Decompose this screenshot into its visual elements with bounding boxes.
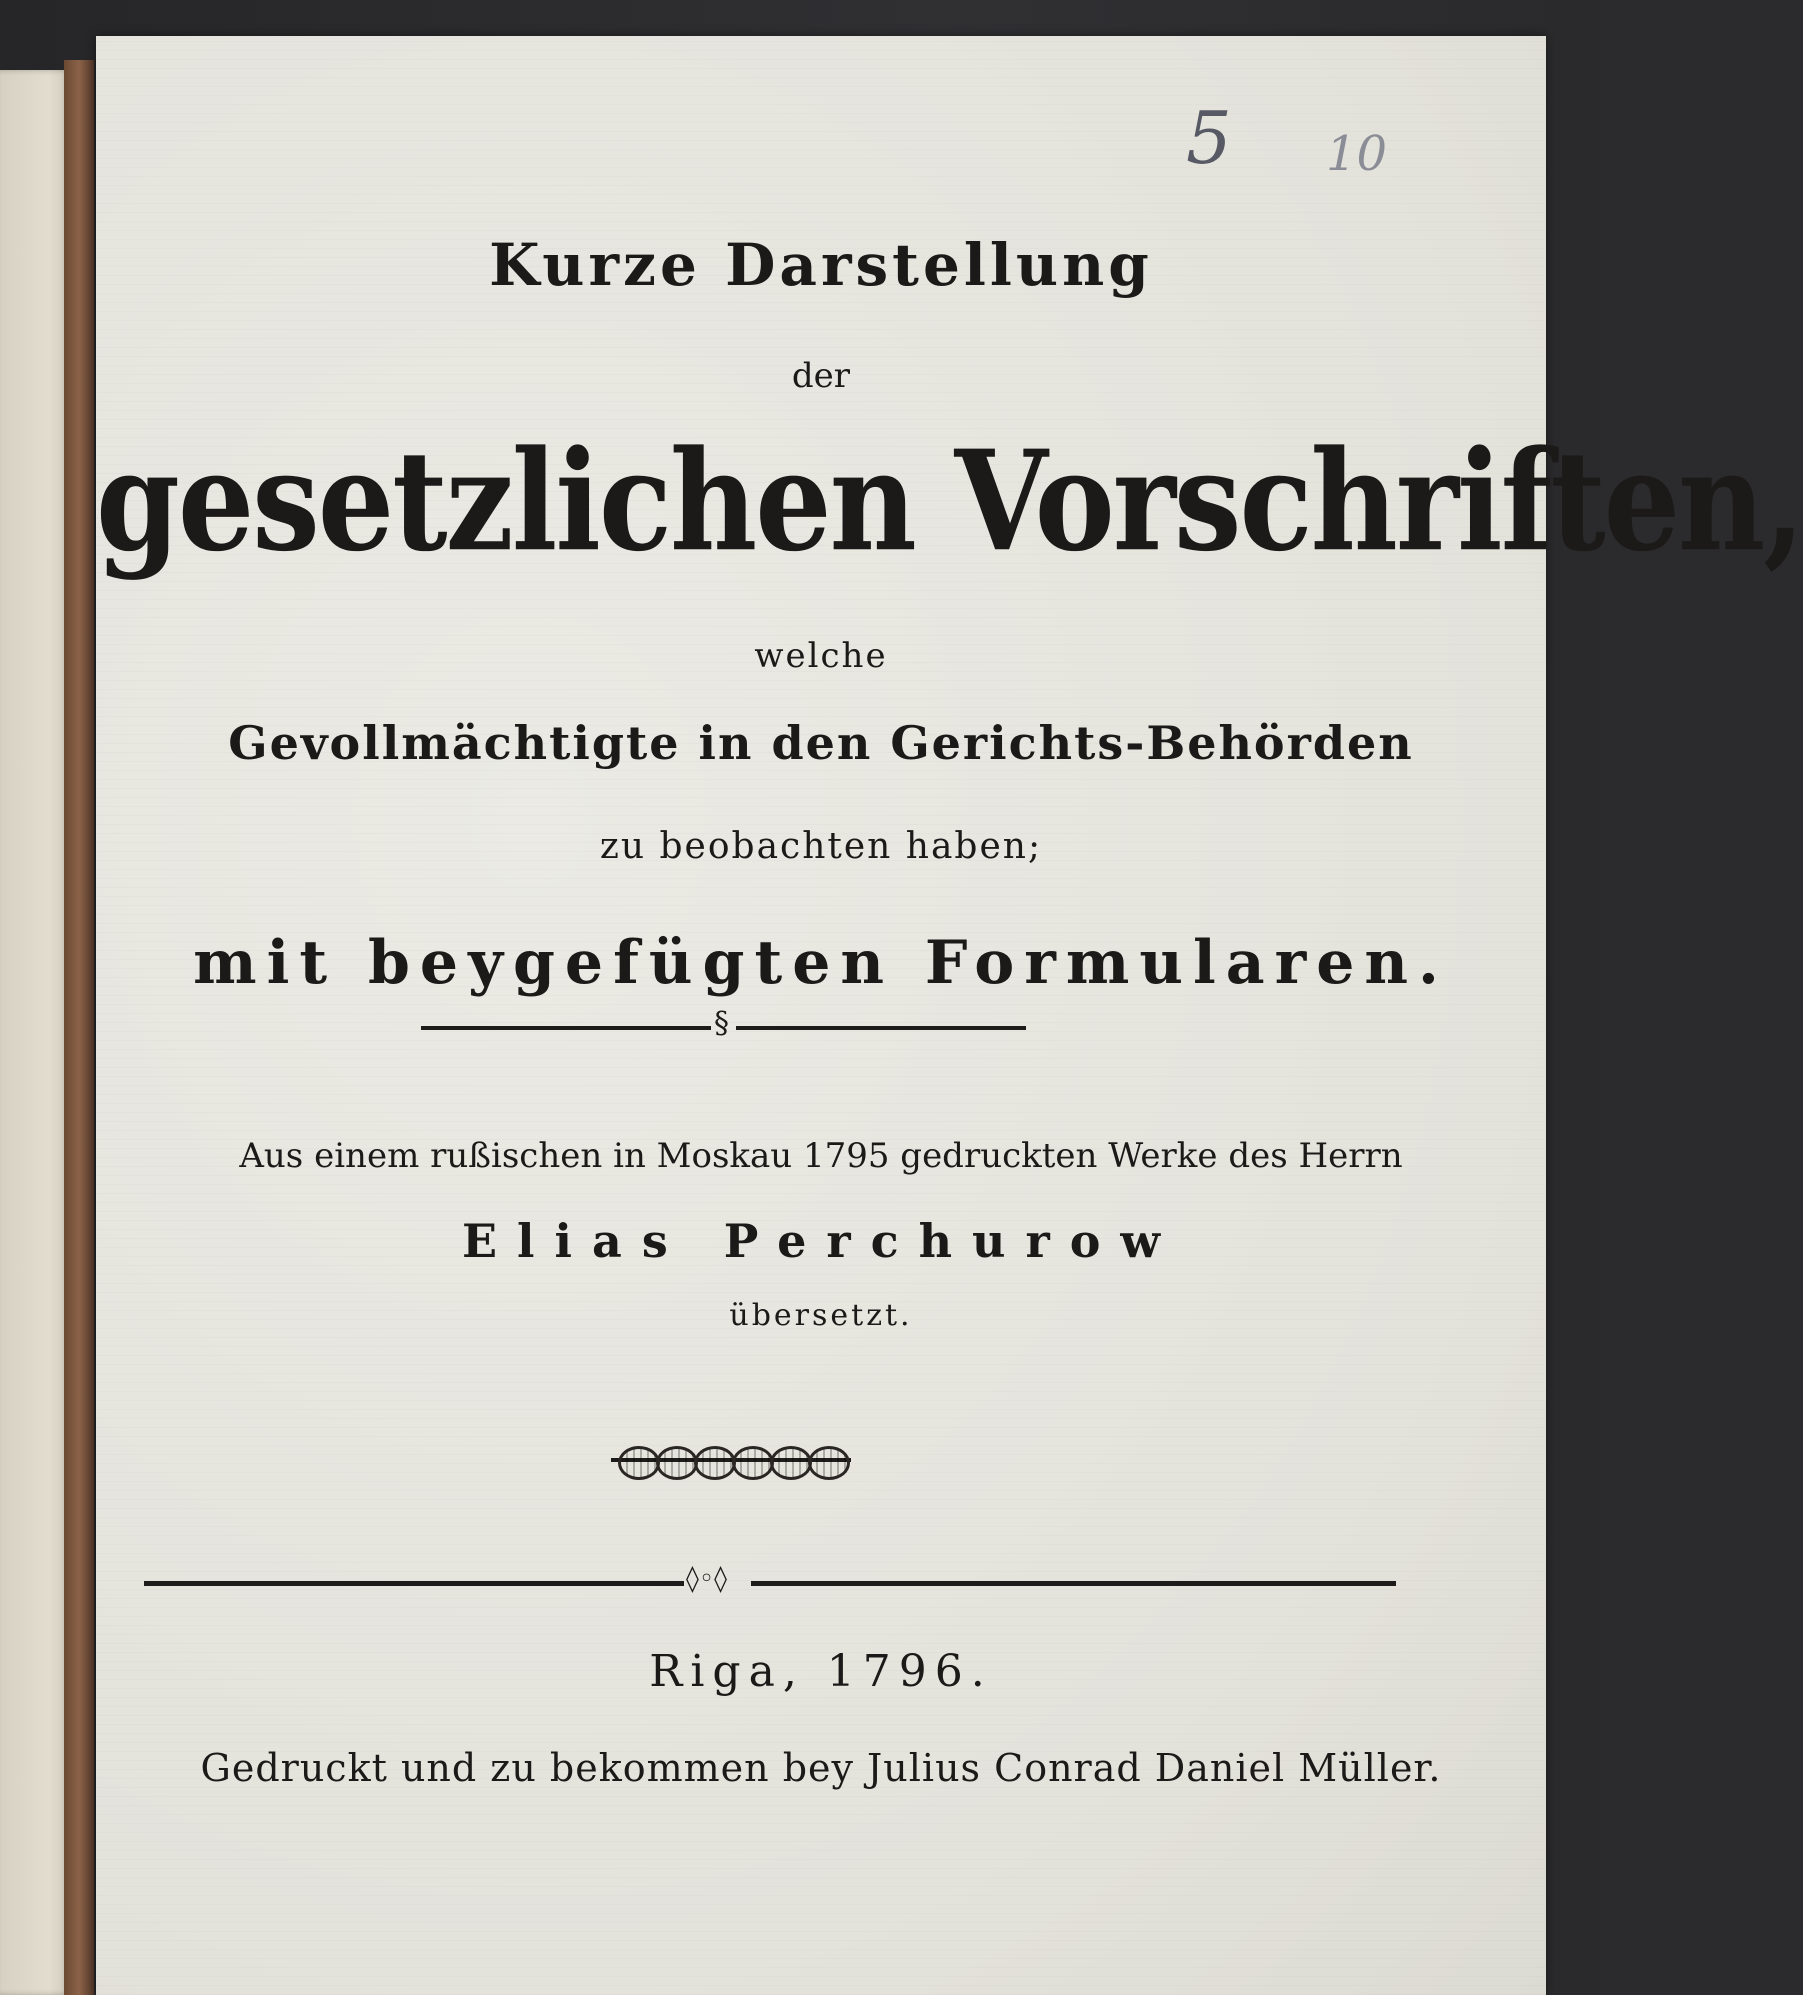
main-title: gesetzlichen Vorschriften, (96, 420, 1803, 583)
imprint-printer: Gedruckt und zu bekommen bey Julius Conrad Daniel Müller. (200, 1746, 1442, 1790)
translated-note: übersetzt. (729, 1298, 913, 1333)
translation-source-line: Aus einem rußischen in Moskau 1795 gedruckten Werke des Herrn (239, 1136, 1403, 1176)
chain-link (694, 1446, 736, 1480)
chain-link (618, 1446, 660, 1480)
facing-page-edge (0, 70, 70, 1995)
title-line-zu-beobachten: zu beobachten haben; (599, 826, 1043, 867)
title-line-formularen: mit beygefügten Formularen. (193, 928, 1449, 998)
chain-link (808, 1446, 850, 1480)
chain-link (656, 1446, 698, 1480)
imprint-place-year: Riga, 1796. (649, 1646, 993, 1697)
title-line-gevollmaechtigte: Gevollmächtigte in den Gerichts-Behörden (228, 716, 1414, 770)
title-line-kurze-darstellung: Kurze Darstellung (489, 231, 1153, 299)
title-line-welche: welche (754, 636, 888, 676)
binding-edge (64, 60, 94, 1995)
title-line-der: der (791, 356, 851, 396)
chain-link (732, 1446, 774, 1480)
handwritten-mark-10: 10 (1326, 126, 1388, 182)
handwritten-mark-5: 5 (1186, 96, 1232, 180)
author-name: Elias Perchurow (462, 1214, 1180, 1268)
chain-link (770, 1446, 812, 1480)
title-page: 5 10 Kurze Darstellung der gesetzlichen Vorschriften, welche Gevollmächtigte in den Gerichts-Behörden zu beobachten haben; mit beygefügten Formularen. § Aus einem rußischen in Moskau 1795 gedruckten Werke des Herrn Elias Perchurow übersetzt. ◊◦◊ Riga, 1796. Gedruckt und zu bekommen bey Julius Conrad Daniel Müller. (96, 36, 1546, 1995)
